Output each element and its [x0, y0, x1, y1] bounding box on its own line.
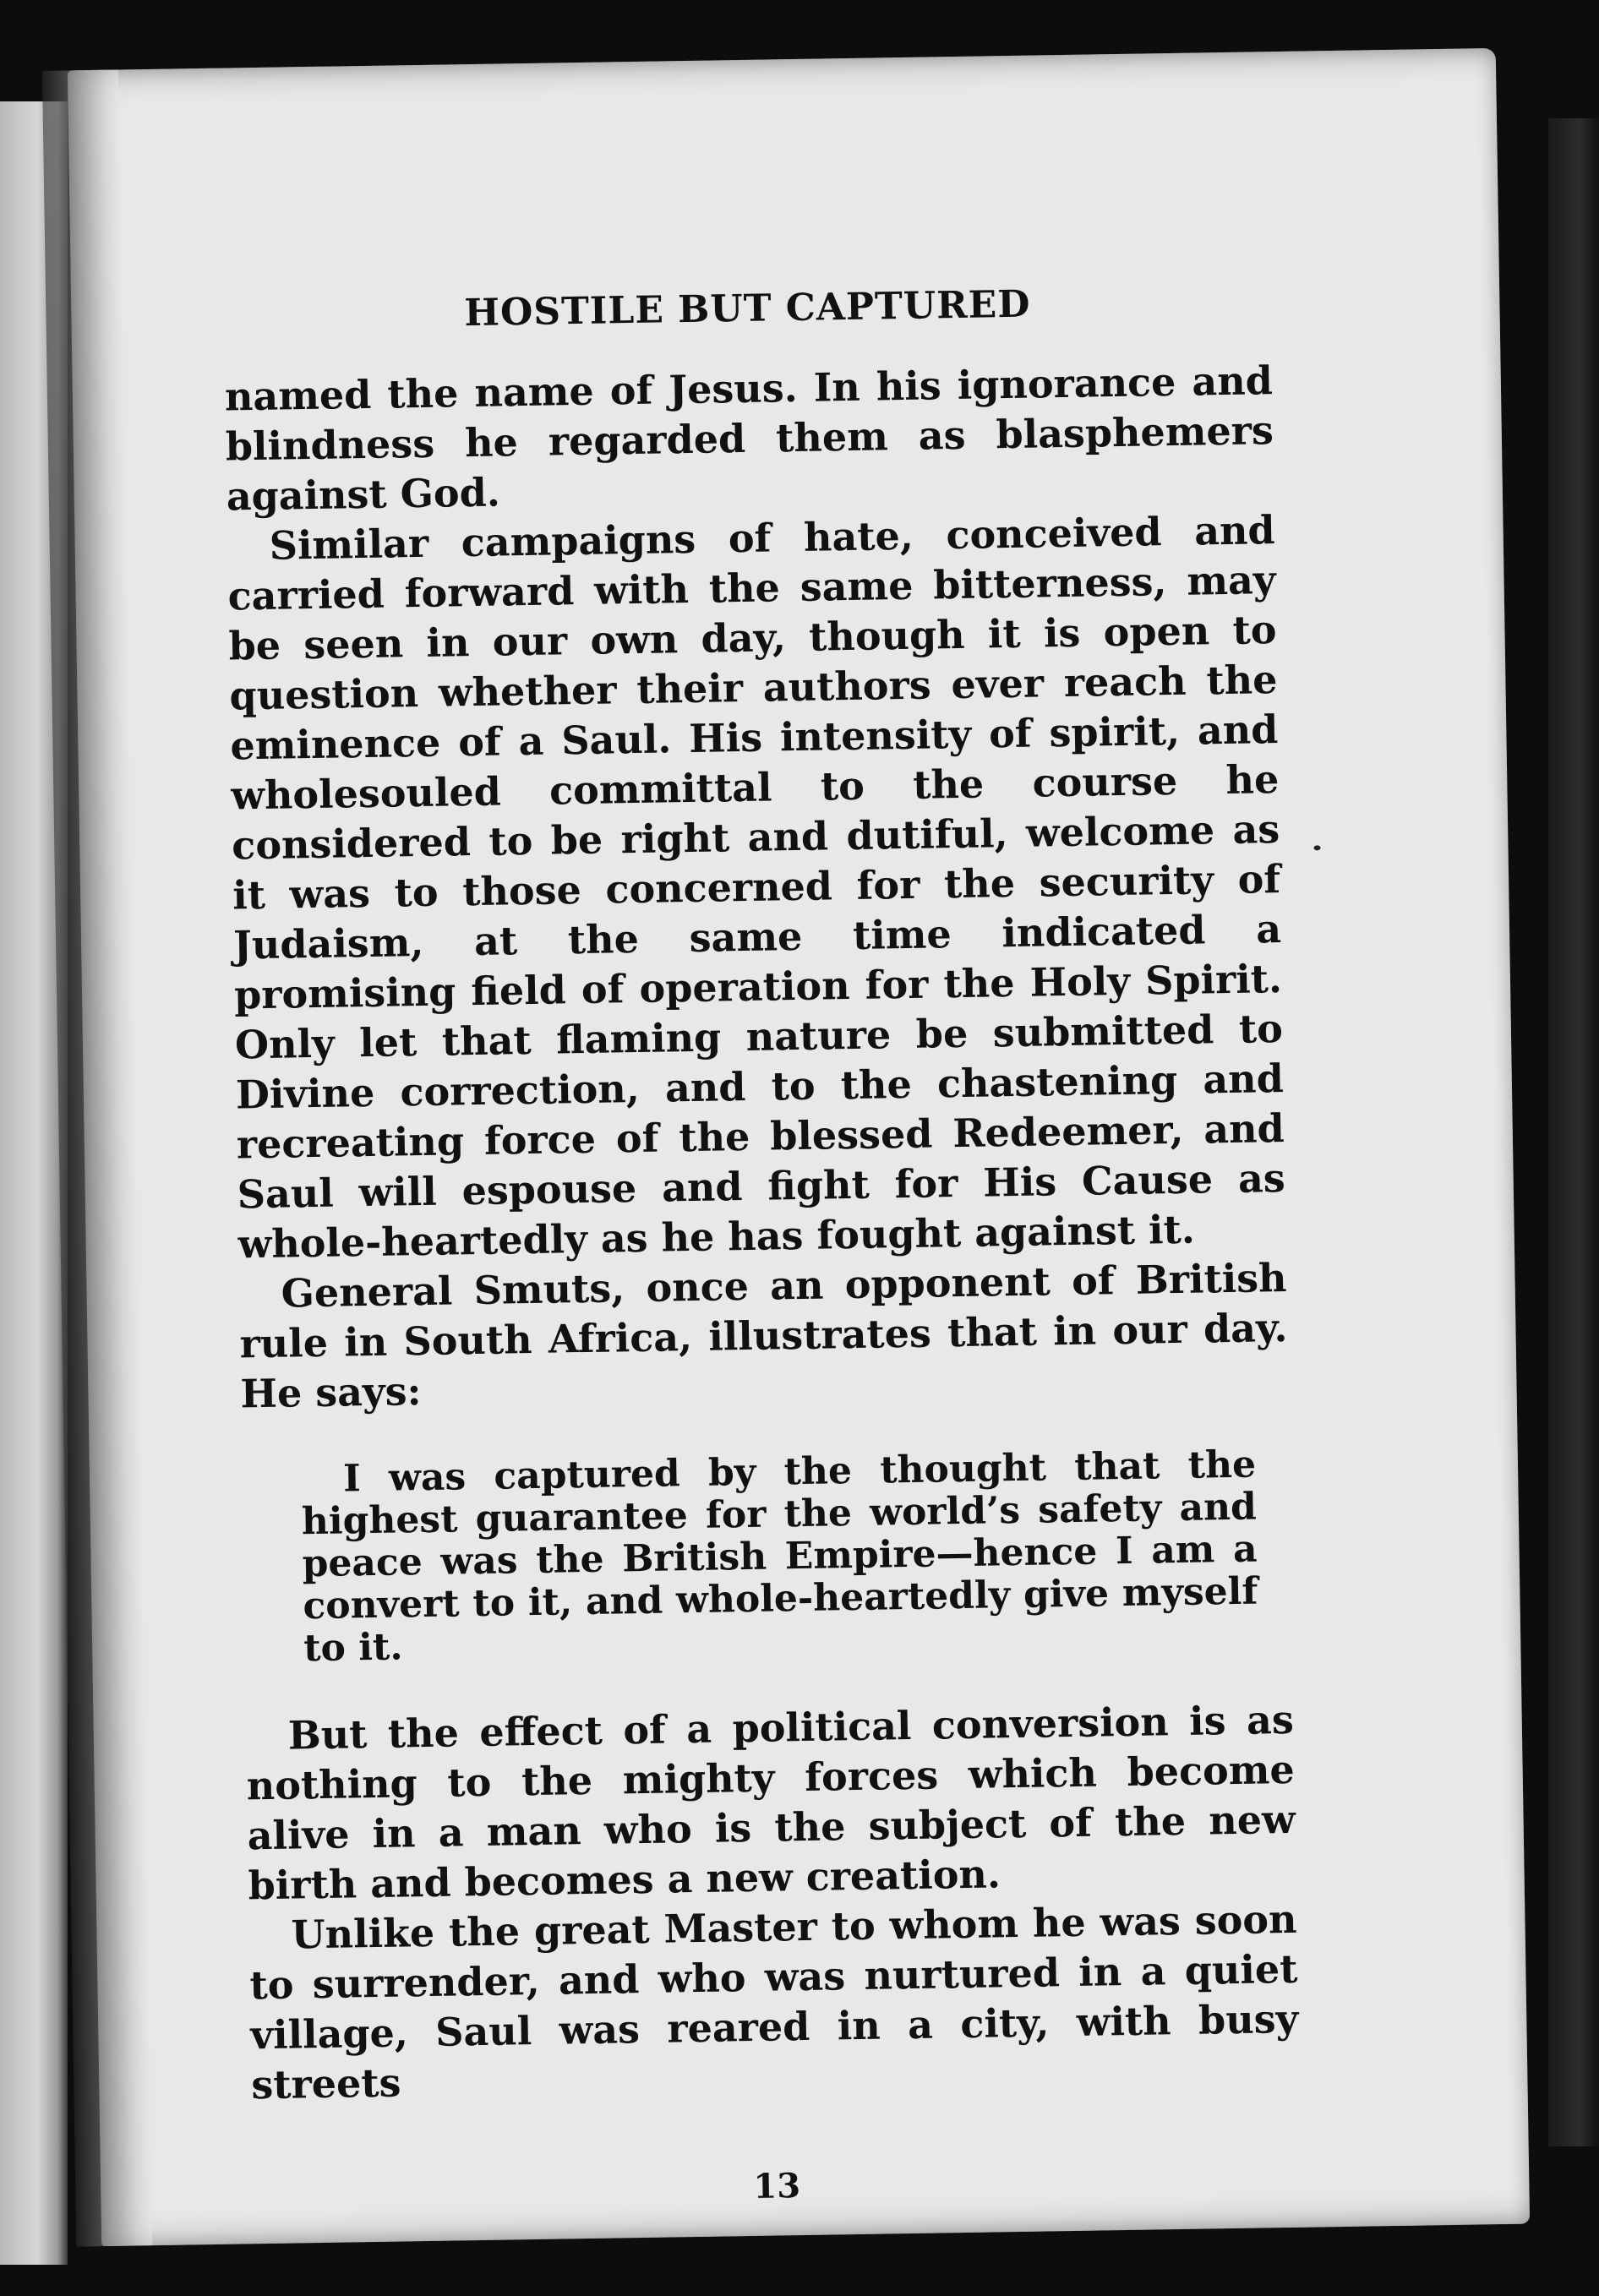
page-text [224, 282, 1300, 2206]
paragraph-1: named the name of Jesus. In his ignorance and blindness he regarded them as blasphemers against God. [224, 357, 1274, 520]
book-page [68, 48, 1530, 2246]
paragraph-5: Unlike the great Master to whom he was soon to surrender, and who was nurtured in a quiet village, Saul was reared in a city, with busy streets [249, 1895, 1299, 2108]
page-stack-edge [1548, 118, 1599, 2146]
scan-speck [1313, 845, 1320, 850]
paragraph-3: General Smuts, once an opponent of British rule in South Africa, illustrates that in our day. He says: [239, 1254, 1288, 1417]
paragraph-2: Similar campaigns of hate, conceived and carried forward with the same bitterness, may be seen in our own day, though it is open to question whether their authors ever reach the eminence of a Saul. His intensity of spirit, and wholesouled committal to the course he considered to be right and dutiful, welcome as it was to those concerned for the security of Judaism, at the same time indicated a promising field of operation for the Holy Spirit. Only let that flaming nature be submitted to Divine correction, and to the chastening and recreating force of the blessed Redeemer, and Saul will espouse and fight for His Cause as whole-heartedly as he has fought against it. [227, 507, 1286, 1268]
running-head: HOSTILE BUT CAPTURED [464, 282, 1031, 335]
block-quote: I was captured by the thought that the highest guarantee for the world’s safety and peace was the British Empire—hence I am a convert to it, and whole-heartedly give myself to it. [301, 1442, 1258, 1671]
page-number: 13 [753, 2166, 801, 2206]
paragraph-4: But the effect of a political conversion is as nothing to the mighty forces which become alive in a man who is the subject of the new birth and becomes a new creation. [246, 1696, 1296, 1909]
